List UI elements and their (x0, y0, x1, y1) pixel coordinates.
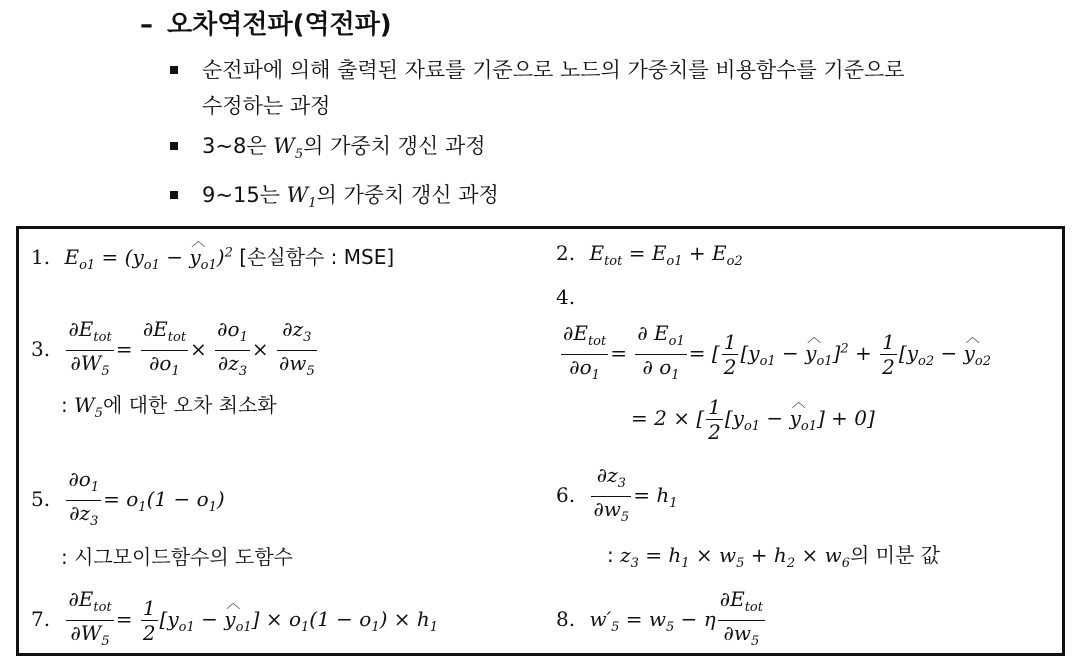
formula-4-number: 4. (556, 285, 576, 309)
formula-5-note: : 시그모이드함수의 도함수 (61, 545, 293, 569)
formula-8: 8. $w'_5 = w_5 - \eta$ $\frac{\partial E_{tot}}{\partial w_5}$ (556, 587, 763, 649)
weight-var: $W_5$ (273, 134, 304, 163)
bullet-item (170, 52, 1050, 124)
bullet-text: 순전파에 의해 출력된 자료를 기준으로 노드의 가중치를 비용함수를 기준으로 (202, 58, 905, 82)
bullet-text-continued: 수정하는 과정 (202, 94, 331, 118)
bullet-suffix: 의 가중치 갱신 과정 (316, 183, 499, 208)
weight-var: $W_1$ (286, 183, 317, 212)
bullet-prefix: 3~8은 (202, 134, 267, 158)
formula-5: 5. $\frac{\partial o_1}{\partial z_3}$ = $o_1(1 - o_1)$ (31, 467, 225, 529)
bullet-list (170, 52, 1050, 226)
loss-label: [손실함수 : MSE] (239, 245, 395, 269)
formula-3-note: : $W_5$에 대한 오차 최소화 (61, 393, 277, 421)
formula-1: 1. $E_{o1} = (y_{o1}$ − ︿ $y_{o1})^2$ [손실함수 : MSE] (31, 241, 394, 273)
square-bullet-icon (170, 142, 178, 150)
heading-dash: – (140, 10, 153, 40)
formula-6: 6. $\frac{\partial z_3}{\partial w_5}$ = $h_1$ (556, 463, 678, 525)
heading-text: 오차역전파(역전파) (167, 10, 392, 40)
bullet-item (170, 177, 1050, 222)
square-bullet-icon (170, 66, 178, 74)
formula-box (16, 226, 1065, 656)
formula-6-note: : $z_3 = h_1 \times w_5 + h_2 \times w_6$의 미분 값 (607, 543, 940, 571)
bullet-item (170, 128, 1050, 173)
section-heading (140, 4, 392, 41)
bullet-suffix: 의 가중치 갱신 과정 (303, 134, 486, 158)
formula-7: 7. $\frac{\partial E_{tot}}{\partial W_5}$ = $\frac{1}{2}$ [$y_{o1}$ − ︿ $y_{o1}] \times o_1(1 - o_1) \times h_1$ (31, 587, 438, 654)
formula-3: 3. $\frac{\partial E_{tot}}{\partial W_5}$ = $\frac{\partial E_{tot}}{\partial o_1}$ × $\frac{\partial o_1}{\partial z_3}$ × $\frac{\partial z_3}{\partial w_5}$ (31, 317, 315, 379)
formula-4: $\frac{\partial E_{tot}}{\partial o_1}$ = $\frac{\partial E_{o1}}{\partial o_1}$ = [ $\frac{1}{2}$ [$y_{o1}$ − ︿ $y_{o1}]^2$ + $\frac{1}{2}$ [$y_{o2}$ − ︿ $y_{o2}$ (559, 321, 991, 388)
formula-4-line2: = 2 × [ $\frac{1}{2}$ [$y_{o1}$ − ︿ $y_{o1}] + 0$] (631, 395, 875, 444)
square-bullet-icon (170, 191, 178, 199)
formula-2: 2. $E_{tot} = E_{o1} + E_{o2}$ (556, 241, 743, 269)
bullet-prefix: 9~15는 (202, 183, 280, 208)
